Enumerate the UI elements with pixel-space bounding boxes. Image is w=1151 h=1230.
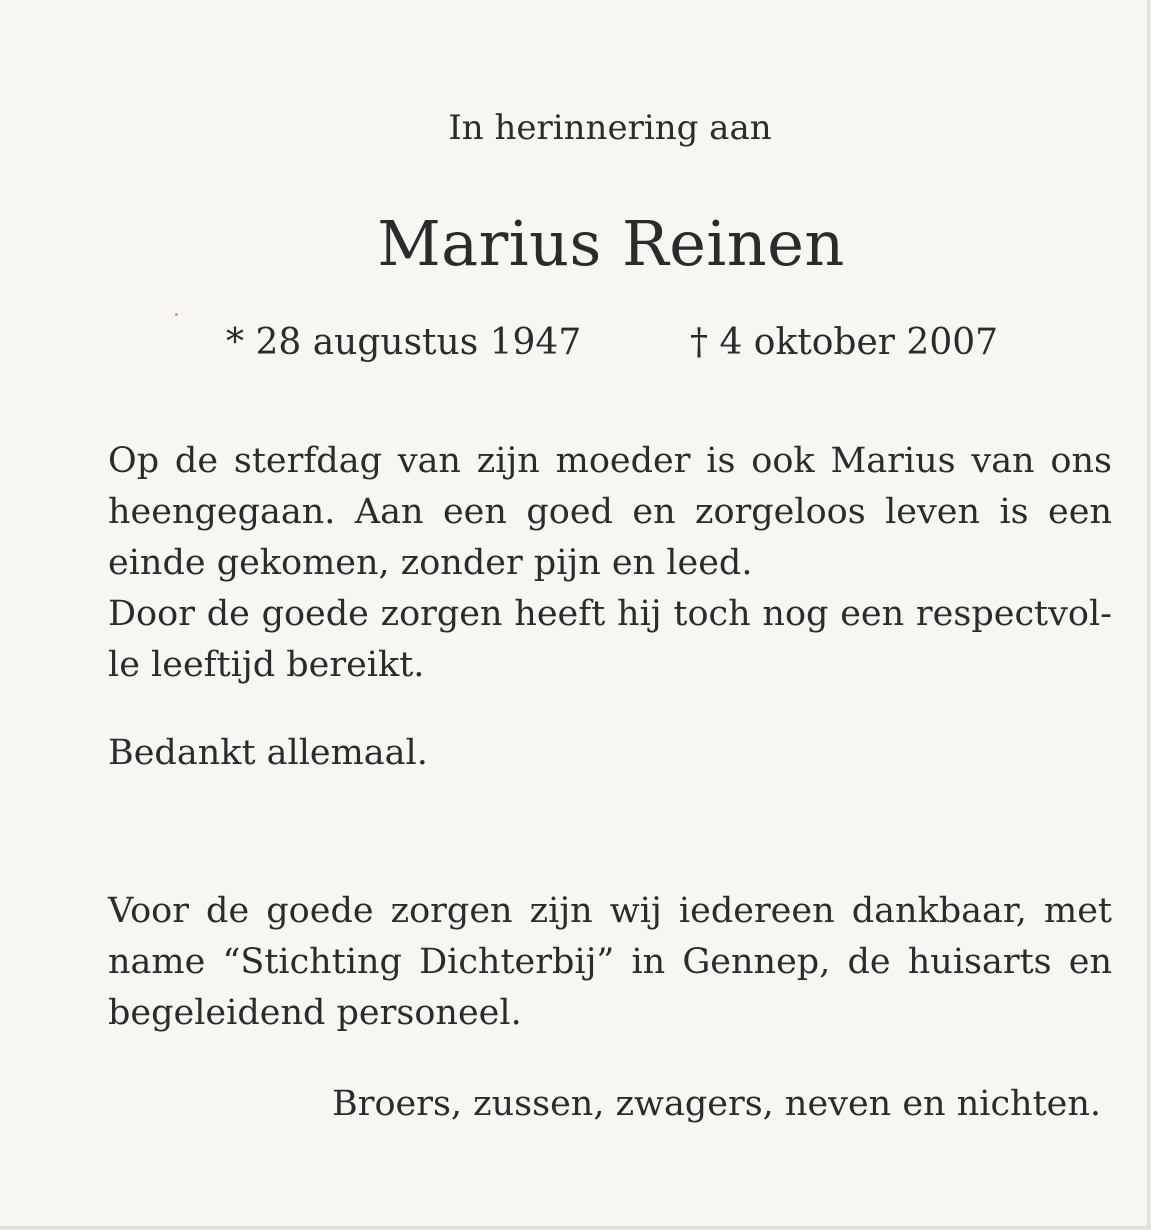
paragraph-line: Door de goede zorgen heeft hij toch nog een respectvol- (108, 594, 1112, 634)
paragraph-line: Bedankt allemaal. (108, 733, 428, 773)
paragraph-line: einde gekomen, zonder pijn en leed. (108, 543, 753, 583)
paragraph-line: Op de sterfdag van zijn moeder is ook Marius van ons (108, 441, 1112, 481)
paragraph-line: begeleidend personeel. (108, 993, 522, 1033)
birth-date: * 28 augustus 1947 (226, 322, 582, 363)
deceased-name: Marius Reinen (377, 207, 845, 280)
paragraph-line: heengegaan. Aan een goed en zorgeloos leven is een (108, 492, 1112, 532)
paragraph-line: Voor de goede zorgen zijn wij iedereen dankbaar, met (108, 891, 1112, 931)
signature: Broers, zussen, zwagers, neven en nichten. (332, 1084, 1102, 1124)
paragraph-line: le leeftijd bereikt. (108, 645, 425, 685)
paper-speck (175, 313, 178, 316)
paragraph-gratitude (108, 886, 1112, 1039)
paragraph-thanks (108, 728, 1112, 779)
paragraph-tribute (108, 436, 1112, 691)
intro-text: In herinnering aan (448, 108, 772, 148)
death-date: † 4 oktober 2007 (690, 322, 999, 363)
paragraph-line: name “Stichting Dichterbij” in Gennep, de huisarts en (108, 942, 1112, 982)
